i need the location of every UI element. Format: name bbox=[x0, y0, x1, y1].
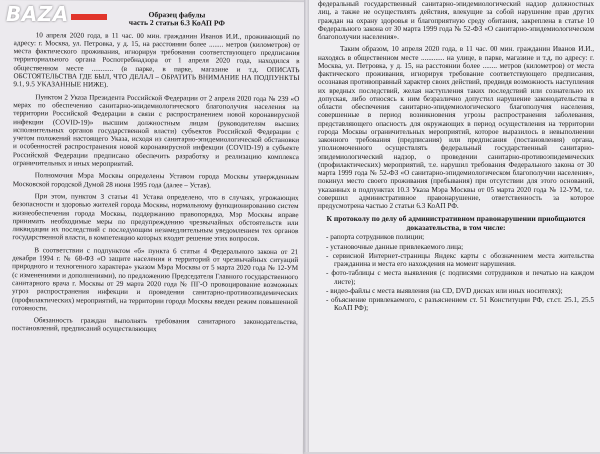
right-paragraph-2: Таким образом, 10 апреля 2020 года, в 11 час. 00 мин. гражданин Иванов И.И., находясь в общественном месте ............. на улице, в парке, магазине и т.д, по адресу: г. Москва, ул. Петровка, у д. 15, на расстоянии более ........ метров (километров) от места фактического проживания, игнорируя требование соответствующего предписания, осознавая противоправный характер своих действий, предвидя возможность наступления их вредных последствий, желая наступления таких последствий или сознательно их допуская, либо относясь к ним безразлично допустил нарушение законодательства в области обеспечения санитарно-эпидемиологического благополучия населения, совершенные в период возникновения угрозы распространения заболевания, представляющего опасность для окружающих в период осуществления на территории города Москвы ограничительных мероприятий, которое выразилось в невыполнении законного требования (предписания) или предписания (постановления) органа, уполномоченного осуществлять федеральный государственный санитарно-эпидемиологический надзор, о проведении санитарно-противоэпидемических (профилактических) мероприятий, т.е. нарушил требования Федерального закона от 30 марта 1999 года № 52-ФЗ «О санитарно-эпидемиологическом благополучии населения», покинул место своего проживания (пребывания) при отсутствии для этого оснований, указанных в подпунктах 10.3 Указа Мэра Москвы от 05 марта 2020 года № 12-УМ, т.е. совершил административное правонарушение, ответственность за которое предусмотрена частью 2 статьи 6.3 КоАП РФ. bbox=[318, 45, 594, 210]
evidence-item: - объяснение привлекаемого, с разъяснением ст. 51 Конституции РФ, ст.ст. 25.1, 25.5 КоАП РФ); bbox=[326, 296, 594, 313]
title-text: Образец фабулы bbox=[148, 10, 206, 20]
left-paragraph-6: Обязанность граждан выполнять требования санитарного законодательства, постановлений, предписаний осуществляющих bbox=[11, 316, 298, 334]
left-paragraph-1: 10 апреля 2020 года, в 11 час. 00 мин. гражданин Иванов И.И., проживающий по адресу: г. Москва, ул. Петровка, у д. 15, на расстоянии более ........ метров (километров) от места фактического проживания, игнорируя требования соответствующего предписания территориального органа Роспотребнадзора от 1 апреля 2020 года, находился в общественном месте ............ (в парке, в парке, магазине и т.д. ОПИСАТЬ ОБСТОЯТЕЛЬСТВА ГДЕ БЫЛ, ЧТО ДЕЛАЛ – ОБРАТИТЬ ВНИМАНИЕ НА ПОДПУНКТЫ 9.1, 9.5 УКАЗАННЫЕ НИЖЕ). bbox=[13, 30, 300, 90]
document-page-right bbox=[306, 0, 600, 452]
subtitle-text: часть 2 статьи 6.3 КоАП РФ bbox=[128, 18, 225, 28]
logo-accent-bar bbox=[71, 14, 107, 20]
right-column bbox=[318, 0, 594, 313]
left-paragraph-3: Полномочия Мэра Москвы определены Уставом города Москвы утвержденным Московской городской Думой 28 июня 1995 года (далее – Устав). bbox=[12, 171, 299, 190]
evidence-heading: К протоколу по делу об административном правонарушении приобщаются доказательства, в том числе: bbox=[326, 214, 586, 233]
evidence-item: - сервисной Интернет-страницы Яндекс карты с обозначением места жительства гражданина и места его нахождения на момент нарушения. bbox=[326, 251, 594, 268]
left-paragraph-2: Пунктом 2 Указа Президента Российской Федерации от 2 апреля 2020 года № 239 «О мерах по обеспечению санитарно-эпидемиологического благополучия населения на территории Российской Федерации в связи с распространением новой коронавирусной инфекции (COVID-19)» высшим должностным лицам (руководителям высших исполнительных органов государственной власти) субъектов Российской Федерации с учетом положений настоящего Указа, исходя из санитарно-эпидемиологической обстановки и особенностей распространения новой коронавирусной инфекции (COVID-19) в субъекте Российской Федерации предписано обеспечить разработку и реализацию комплекса ограничительных и иных мероприятий. bbox=[12, 92, 300, 168]
left-paragraph-4: При этом, пунктом 3 статьи 41 Устава определено, что в случаях, угрожающих безопасности и здоровью жителей города Москвы, нормальному функционированию систем жизнеобеспечения города Москвы, поддержанию правопорядка, Мэр Москвы вправе принимать необходимые меры по предупреждению чрезвычайных обстоятельств или ликвидации их последствий с последующим незамедлительным уведомлением тех органов государственной власти, в компетенцию которых входит решение этих вопросов. bbox=[12, 192, 299, 244]
evidence-item: - видео-файлы с места выявления (на CD, DVD дисках или иных носителях); bbox=[326, 286, 563, 295]
right-paragraph-1: федеральный государственный санитарно-эпидемиологический надзор должностных лиц, а также не осуществлять действия, влекущие за собой нарушение прав других граждан на охрану здоровья и благоприятную среду обитания, закреплена в статье 10 Федерального закона от 30 марта 1999 года № 52-ФЗ «О санитарно-эпидемиологическом благополучии населения». bbox=[318, 0, 594, 41]
logo-text: BAZA bbox=[6, 2, 69, 26]
evidence-item: - рапорта сотрудников полиции; bbox=[326, 233, 425, 242]
evidence-item: - фото-таблицы с места выявления (с подписями сотрудников и печатью на каждом листе); bbox=[326, 269, 594, 286]
page-gutter bbox=[304, 0, 309, 452]
left-column bbox=[12, 10, 300, 335]
baza-logo bbox=[6, 3, 107, 25]
evidence-item: - установочные данные привлекаемого лица; bbox=[326, 242, 464, 251]
left-paragraph-5: В соответствии с подпунктом «б» пункта 6 статьи 4 Федерального закона от 21 декабря 1994 г. № 68-ФЗ «О защите населения и территорий от чрезвычайных ситуаций природного и техногенного характера» указом Мэра Москвы от 5 марта 2020 года № 12-УМ (с изменениями и дополнениями), по предложению Председателя Главного государственного санитарного врача г. Москвы от 29 марта 2020 года № ПГ-О провоцирование возможных угроз распространения инфекции и проведения санитарно-противоэпидемических (профилактических) мероприятий, на территории города Москвы введен режим повышенной готовности. bbox=[11, 245, 299, 313]
